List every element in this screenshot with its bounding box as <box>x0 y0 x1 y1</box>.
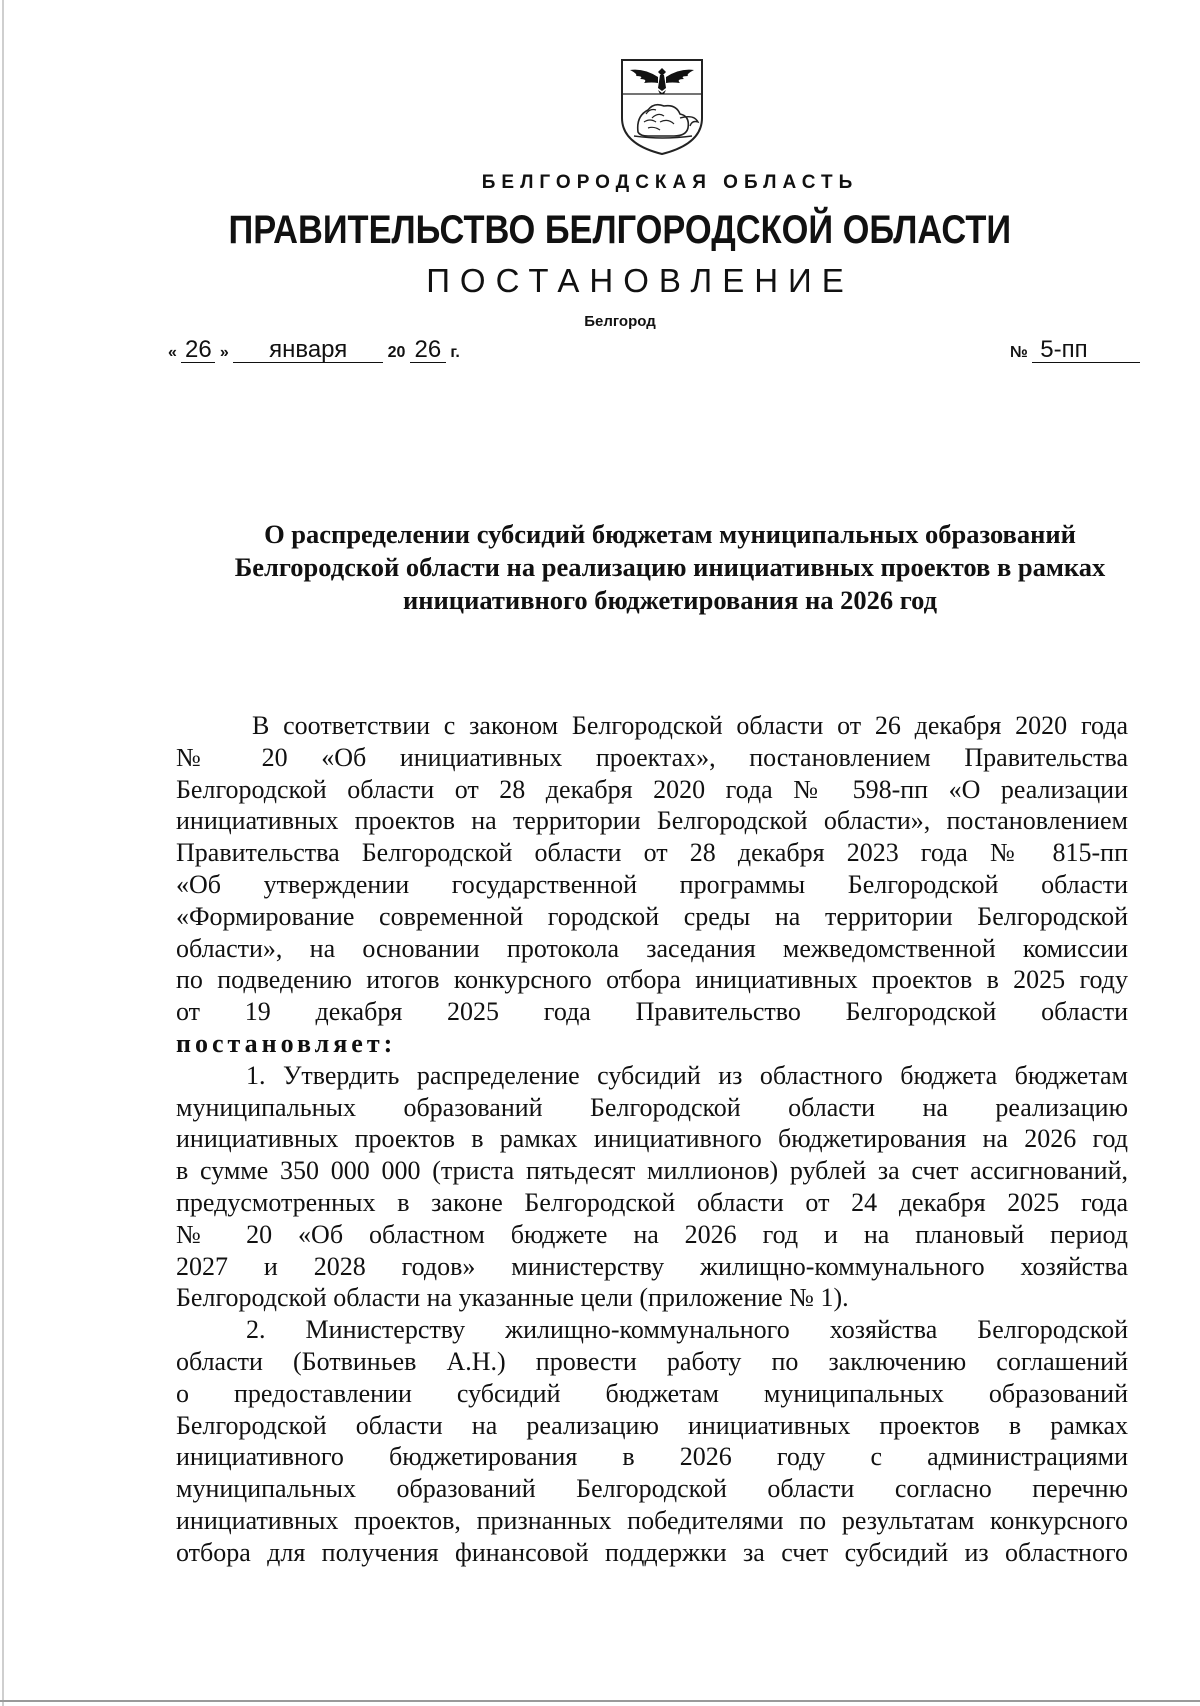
item-1-line: муниципальных образований Белгородской области на реализацию <box>176 1092 1128 1122</box>
preamble-line: области», на основании протокола заседания межведомственной комиссии <box>176 933 1128 963</box>
preamble-line: № 20 «Об инициативных проектах», постановлением Правительства <box>176 742 1128 772</box>
document-kind: ПОСТАНОВЛЕНИЕ <box>426 262 854 299</box>
region-name: БЕЛГОРОДСКАЯ ОБЛАСТЬ <box>481 172 859 193</box>
preamble-line: Правительства Белгородской области от 28 декабря 2023 года № 815-пп <box>176 838 1128 868</box>
document-number <box>1010 338 1140 363</box>
item-2-line: о предоставлении субсидий бюджетам муниципальных образований <box>176 1378 1128 1408</box>
item-1-line: предусмотренных в законе Белгородской области от 24 декабря 2025 года <box>176 1187 1128 1217</box>
number-label: № <box>1010 344 1028 361</box>
title-line: Белгородской области на реализацию инициативных проектов в рамках <box>234 552 1106 582</box>
preamble-line: «Об утверждении государственной программы Белгородской области <box>176 869 1128 899</box>
scan-edge <box>2 0 4 1706</box>
preamble-line: от 19 декабря 2025 года Правительство Белгородской области <box>176 997 1128 1027</box>
item-1-line: 2027 и 2028 годов» министерству жилищно-коммунального хозяйства <box>176 1251 1128 1281</box>
item-1-line: 1. Утвердить распределение субсидий из областного бюджета бюджетам <box>246 1060 1128 1090</box>
scan-edge-bottom <box>0 1700 1200 1702</box>
item-1-line: инициативных проектов в рамках инициативного бюджетирования на 2026 год <box>176 1124 1128 1154</box>
date-year-mark: г. <box>450 344 460 361</box>
item-2-line: Белгородской области на реализацию инициативных проектов в рамках <box>176 1410 1128 1440</box>
item-2-line: инициативного бюджетирования в 2026 году с администрациями <box>176 1442 1128 1472</box>
preamble-line: «Формирование современной городской среды на территории Белгородской <box>176 901 1128 931</box>
title-line: О распределении субсидий бюджетам муниципальных образований <box>264 519 1076 549</box>
item-2-line: муниципальных образований Белгородской области согласно перечню <box>176 1474 1128 1504</box>
item-1-line: Белгородской области на указанные цели (приложение № 1). <box>176 1283 849 1313</box>
item-2-line: области (Ботвиньев А.Н.) провести работу по заключению соглашений <box>176 1346 1128 1376</box>
item-1-line: в сумме 350 000 000 (триста пятьдесят миллионов) рублей за счет ассигнований, <box>176 1156 1128 1186</box>
document-body <box>176 710 1128 1569</box>
preamble-line: В соответствии с законом Белгородской области от 26 декабря 2020 года <box>252 711 1128 740</box>
government-name: ПРАВИТЕЛЬСТВО БЕЛГОРОДСКОЙ ОБЛАСТИ <box>228 208 1012 252</box>
document-title <box>160 518 1180 617</box>
item-2-line: 2. Министерству жилищно-коммунального хозяйства Белгородской <box>246 1315 1128 1345</box>
title-line: инициативного бюджетирования на 2026 год <box>403 585 937 615</box>
item-1-line: № 20 «Об областном бюджете на 2026 год и на плановый период <box>176 1219 1128 1249</box>
preamble-line: Белгородской области от 28 декабря 2020 года № 598-пп «О реализации <box>176 774 1128 804</box>
date-year-prefix: 20 <box>387 344 406 361</box>
preamble-line: по подведению итогов конкурсного отбора инициативных проектов в 2025 году <box>176 965 1128 995</box>
item-2-line: отбора для получения финансовой поддержки за счет субсидий из областного <box>176 1537 1128 1567</box>
number-value: 5-пп <box>1032 338 1140 363</box>
preamble-line: инициативных проектов на территории Белгородской области», постановлением <box>176 806 1128 836</box>
item-2-line: инициативных проектов, признанных победителями по результатам конкурсного <box>176 1505 1128 1535</box>
date-year-suffix: 26 <box>410 338 446 363</box>
date-month: января <box>233 338 383 363</box>
date-close-quote: » <box>219 344 229 361</box>
resolves-word: постановляет: <box>176 1028 397 1058</box>
city-name: Белгород <box>584 313 656 330</box>
document-date <box>168 338 460 363</box>
belgorod-coat-of-arms-icon <box>614 56 710 156</box>
date-day: 26 <box>181 338 215 363</box>
date-open-quote: « <box>168 344 177 361</box>
